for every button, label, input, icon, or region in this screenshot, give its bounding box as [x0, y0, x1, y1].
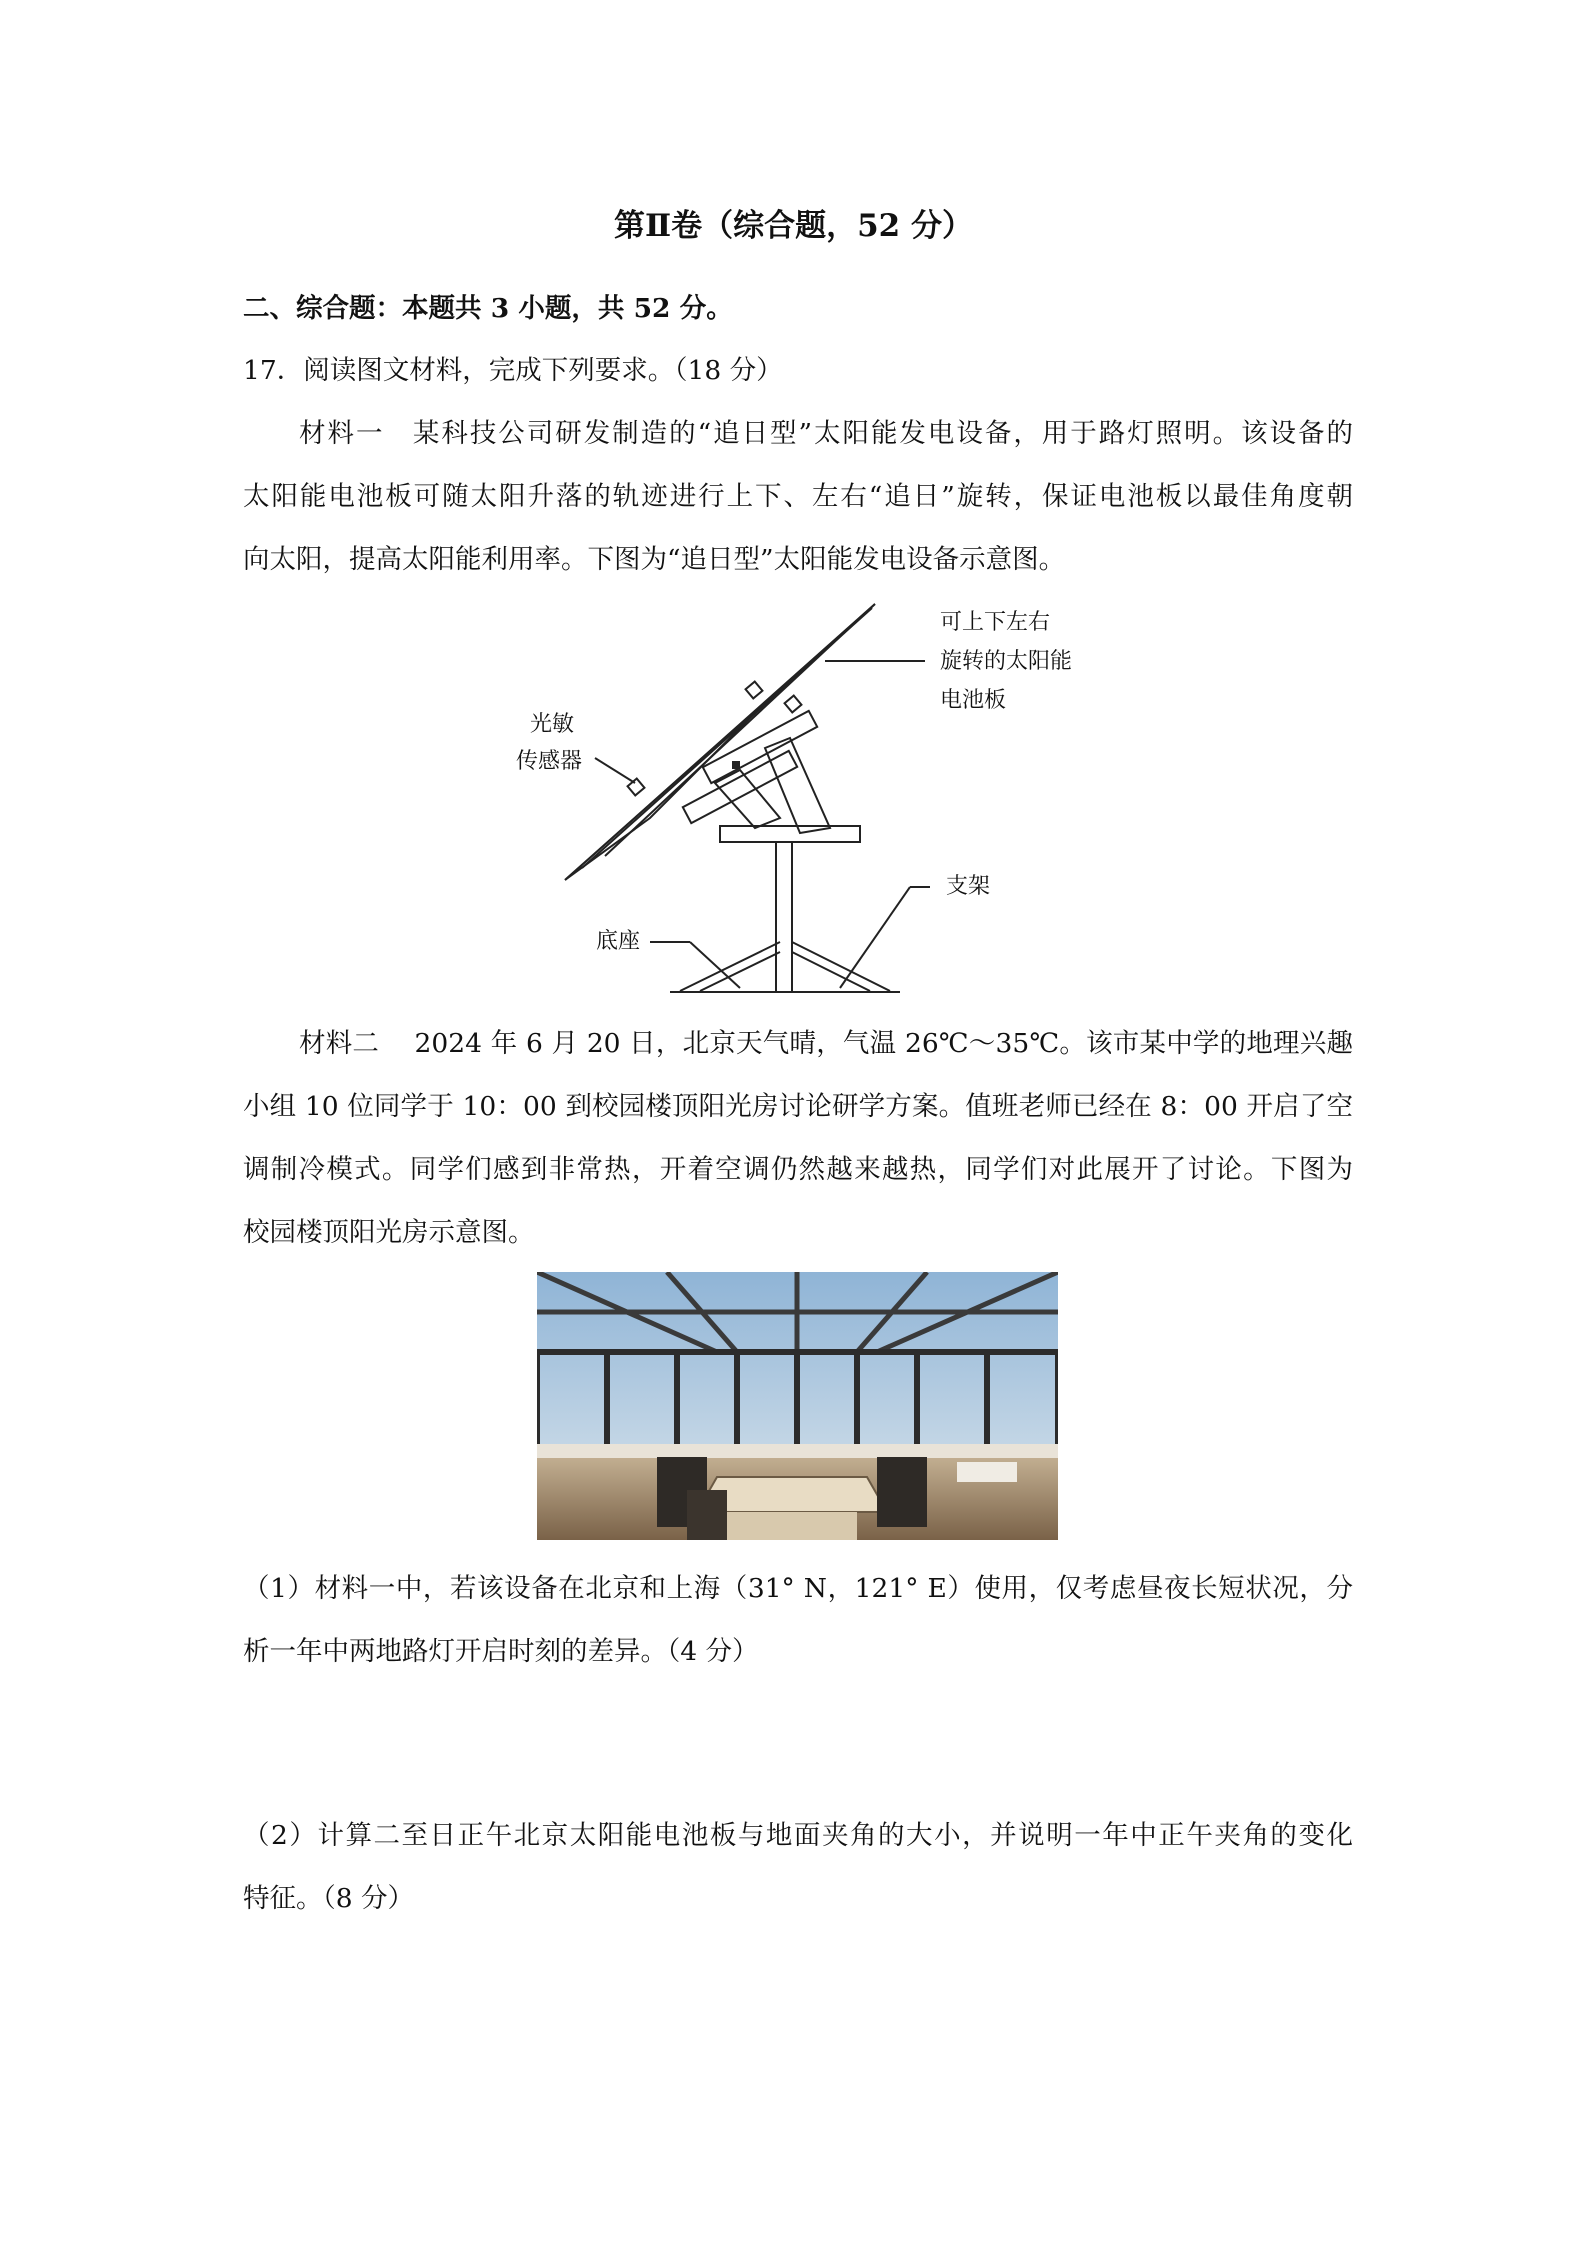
- sunroom-photo: [537, 1272, 1058, 1540]
- q1-line1: （1）材料一中，若该设备在北京和上海（31° N，121° E）使用，仅考虑昼夜长短状况，分: [243, 1573, 1353, 1604]
- solar-device-figure: [500, 598, 1120, 1000]
- material2-line1: 材料二 2024 年 6 月 20 日，北京天气晴，气温 26℃～35℃。该市某中学的地理兴趣: [299, 1028, 1353, 1059]
- part-heading: 二、综合题：本题共 3 小题，共 52 分。: [243, 293, 733, 324]
- section-title: 第Ⅱ卷（综合题，52 分）: [613, 208, 974, 244]
- question-17-stem: 17．阅读图文材料，完成下列要求。（18 分）: [243, 355, 783, 386]
- q2-line2: 特征。（8 分）: [243, 1883, 415, 1914]
- material1-line3: 向太阳，提高太阳能利用率。下图为“追日型”太阳能发电设备示意图。: [243, 544, 1066, 575]
- label-sensor-line2: 传感器: [516, 749, 583, 774]
- material2-line2: 小组 10 位同学于 10：00 到校园楼顶阳光房讨论研学方案。值班老师已经在 8：00 开启了空: [243, 1091, 1353, 1122]
- sunroom-illustration: [537, 1272, 1058, 1540]
- label-bracket: 支架: [946, 874, 991, 899]
- q2-line1: （2）计算二至日正午北京太阳能电池板与地面夹角的大小，并说明一年中正午夹角的变化: [243, 1820, 1353, 1851]
- label-panel-line2: 旋转的太阳能: [940, 649, 1073, 674]
- label-base: 底座: [596, 929, 641, 954]
- label-panel-line1: 可上下左右: [940, 610, 1051, 635]
- label-sensor-line1: 光敏: [530, 712, 575, 737]
- label-panel-line3: 电池板: [940, 688, 1007, 713]
- material2-line4: 校园楼顶阳光房示意图。: [243, 1217, 535, 1248]
- material2-line3: 调制冷模式。同学们感到非常热，开着空调仍然越来越热，同学们对此展开了讨论。下图为: [243, 1154, 1353, 1185]
- q1-line2: 析一年中两地路灯开启时刻的差异。（4 分）: [243, 1636, 759, 1667]
- material1-line1: 材料一 某科技公司研发制造的“追日型”太阳能发电设备，用于路灯照明。该设备的: [299, 418, 1353, 449]
- material1-line2: 太阳能电池板可随太阳升落的轨迹进行上下、左右“追日”旋转，保证电池板以最佳角度朝: [243, 481, 1353, 512]
